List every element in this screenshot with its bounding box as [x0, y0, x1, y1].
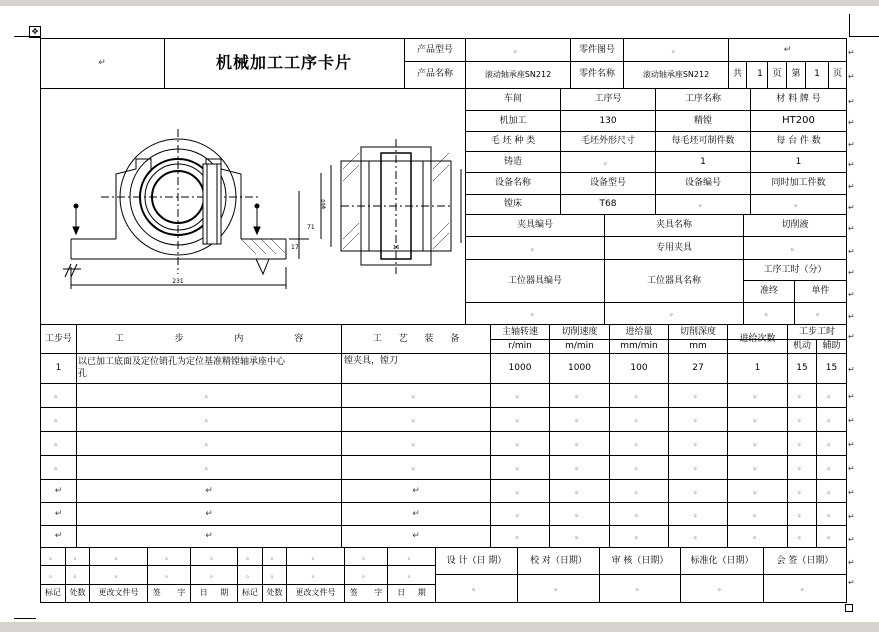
revision-cell[interactable]: 。	[73, 570, 82, 579]
step-1-passes[interactable]: 1	[754, 363, 761, 373]
aux-time-header: 辅助	[822, 341, 841, 351]
empty-step-cell[interactable]: 。	[634, 390, 644, 400]
empty-cell-mark: ↵	[98, 57, 106, 68]
cut-speed-unit: m/min	[565, 341, 594, 351]
margin-mark	[849, 36, 879, 37]
empty-step-cell[interactable]: ↵	[205, 485, 213, 496]
per-machine-label: 每 台 件 数	[776, 136, 821, 146]
empty-step-cell[interactable]: ↵	[54, 485, 63, 496]
fixture-name-label: 夹具名称	[655, 220, 692, 230]
empty-step-cell[interactable]: ↵	[54, 508, 63, 519]
row-end-marker: ↵	[848, 365, 855, 374]
station-tool-name-label: 工位器具名称	[646, 275, 701, 286]
page-no-unit: 页	[832, 69, 842, 79]
rev-date-label-2: 日 期	[397, 588, 426, 597]
cut-speed-header: 切削速度	[561, 326, 598, 337]
empty-step-cell[interactable]: 。	[797, 462, 807, 472]
row-end-marker: ↵	[848, 440, 855, 449]
rev-doc-label-2: 更改文件号	[295, 588, 336, 597]
revision-cell[interactable]: 。	[210, 570, 218, 579]
empty-step-cell[interactable]: 。	[752, 414, 762, 424]
design-value[interactable]: 。	[471, 583, 481, 593]
margin-mark	[849, 14, 850, 36]
empty-step-cell[interactable]: 。	[574, 462, 584, 472]
dim-base-text: 17	[291, 244, 299, 251]
dim-width-text: 231	[172, 278, 184, 285]
revision-cell[interactable]: 。	[362, 570, 370, 579]
empty-step-cell[interactable]: ↵	[412, 531, 420, 541]
fixture-no-label: 夹具编号	[516, 220, 553, 230]
empty-step-cell[interactable]: 。	[634, 508, 644, 519]
rev-date-label-1: 日 期	[199, 588, 229, 597]
revision-cell[interactable]: 。	[407, 570, 416, 579]
table-move-handle[interactable]: ✥	[29, 26, 41, 38]
step-1-no[interactable]: 1	[55, 363, 62, 373]
row-end-marker: ↵	[848, 332, 855, 341]
empty-step-cell[interactable]: 。	[826, 462, 836, 472]
process-hours-label: 工序工时（分）	[763, 264, 827, 275]
revision-cell[interactable]: 。	[246, 570, 254, 579]
empty-step-cell[interactable]: 。	[826, 390, 836, 400]
empty-step-cell[interactable]: 。	[411, 390, 421, 400]
unit-time-value[interactable]: 。	[815, 308, 825, 318]
simul-parts-label: 同时加工件数	[771, 178, 826, 188]
row-end-marker: ↵	[848, 48, 855, 57]
part-name-label: 零件名称	[578, 69, 615, 79]
empty-step-cell[interactable]: 。	[574, 531, 584, 541]
step-no-header: 工步号	[44, 333, 72, 344]
empty-step-cell[interactable]: 。	[204, 390, 214, 400]
process-no-value[interactable]: 130	[599, 115, 617, 126]
empty-step-cell[interactable]: 。	[204, 462, 214, 472]
step-1-equip[interactable]: 镗夹具，镗刀	[344, 355, 399, 366]
countersign-value[interactable]: 。	[800, 583, 810, 593]
row-end-marker: ↵	[848, 392, 855, 401]
empty-step-cell[interactable]: ↵	[54, 531, 63, 541]
page-no-value[interactable]: 1	[814, 69, 820, 79]
empty-step-cell[interactable]: 。	[752, 390, 762, 400]
empty-step-cell[interactable]: 。	[797, 531, 807, 541]
empty-step-cell[interactable]: 。	[693, 390, 703, 400]
prep-time-label: 准终	[759, 286, 778, 296]
equip-no-value[interactable]: 。	[698, 199, 708, 209]
margin-mark	[14, 618, 36, 619]
revision-cell[interactable]: 。	[246, 551, 254, 561]
total-pages-label: 共	[732, 69, 742, 79]
row-end-marker: ↵	[848, 118, 855, 127]
empty-step-cell[interactable]: 。	[515, 414, 525, 424]
revision-cell[interactable]: 。	[165, 570, 173, 579]
dim-center-text: 16	[393, 245, 400, 251]
empty-step-cell[interactable]: 。	[797, 508, 807, 519]
blank-size-value[interactable]: 。	[603, 156, 613, 167]
row-end-marker: ↵	[848, 535, 855, 544]
step-1-content-line1: 以已加工底面及定位销孔为定位基准精镗轴承座中心	[78, 357, 286, 367]
part-drawing-label: 零件图号	[578, 44, 615, 55]
equip-name-value[interactable]: 镗床	[503, 199, 522, 209]
empty-step-cell[interactable]: 。	[693, 508, 703, 519]
table-resize-handle[interactable]	[845, 604, 853, 612]
empty-step-cell[interactable]: 。	[411, 414, 421, 424]
empty-step-cell[interactable]: 。	[53, 414, 63, 424]
process-no-label: 工序号	[594, 94, 622, 104]
equip-model-label: 设备型号	[589, 178, 626, 188]
feed-unit: mm/min	[620, 341, 658, 351]
rev-place-label-2: 处数	[266, 588, 283, 597]
empty-step-cell[interactable]: 。	[752, 462, 762, 472]
product-name-label: 产品名称	[416, 69, 453, 79]
empty-step-cell[interactable]: 。	[515, 508, 525, 519]
empty-step-cell[interactable]: 。	[693, 438, 703, 448]
dim-height-text: 71	[307, 224, 315, 231]
rev-doc-label-1: 更改文件号	[98, 588, 139, 597]
machine-time-header: 机动	[792, 341, 811, 351]
empty-step-cell[interactable]: 。	[53, 462, 63, 472]
empty-step-cell[interactable]: 。	[515, 531, 525, 541]
empty-step-cell[interactable]: 。	[515, 438, 525, 448]
empty-step-cell[interactable]: ↵	[205, 531, 213, 541]
page-no-label: 第	[791, 69, 801, 79]
design-label: 设 计（日 期）	[446, 555, 507, 566]
empty-step-cell[interactable]: 。	[574, 485, 584, 496]
empty-step-cell[interactable]: 。	[826, 508, 836, 519]
empty-step-cell[interactable]: 。	[693, 414, 703, 424]
rev-mark-label-2: 标记	[242, 588, 258, 597]
step-hours-header: 工步工时	[798, 326, 835, 337]
station-tool-name-value[interactable]: 。	[669, 308, 679, 318]
process-name-value[interactable]: 精镗	[693, 115, 712, 126]
empty-step-cell[interactable]: 。	[574, 438, 584, 448]
material-label: 材 料 牌 号	[776, 94, 821, 104]
window-top-bar	[0, 0, 879, 6]
empty-step-cell[interactable]: 。	[574, 508, 584, 519]
empty-step-cell[interactable]: 。	[574, 414, 584, 424]
empty-step-cell[interactable]: 。	[515, 390, 525, 400]
empty-step-cell[interactable]: 。	[515, 462, 525, 472]
standard-label: 标准化（日期）	[690, 555, 754, 566]
equip-no-label: 设备编号	[684, 178, 721, 188]
spindle-speed-unit: r/min	[508, 341, 532, 351]
empty-step-cell[interactable]: 。	[634, 485, 644, 496]
row-end-marker: ↵	[848, 160, 855, 169]
dim-bore-text: φ60	[321, 199, 327, 209]
empty-step-cell[interactable]: 。	[797, 438, 807, 448]
empty-step-cell[interactable]: 。	[826, 438, 836, 448]
step-1-spindle[interactable]: 1000	[508, 363, 532, 373]
fixture-name-value[interactable]: 专用夹具	[655, 242, 692, 253]
station-tool-no-label: 工位器具编号	[507, 275, 562, 286]
empty-step-cell[interactable]: 。	[797, 414, 807, 424]
grid-line	[40, 602, 847, 603]
part-drawing-value[interactable]: 。	[671, 44, 681, 55]
blank-type-label: 毛 坯 种 类	[490, 136, 536, 146]
empty-step-cell[interactable]: 。	[634, 438, 644, 448]
row-end-marker: ↵	[848, 268, 855, 277]
cut-depth-unit: mm	[689, 341, 707, 351]
equip-name-label: 设备名称	[494, 178, 531, 188]
row-end-marker: ↵	[848, 247, 855, 256]
fixture-no-value[interactable]: 。	[530, 242, 540, 253]
row-end-marker: ↵	[848, 203, 855, 212]
empty-step-cell[interactable]: 。	[826, 414, 836, 424]
revision-cell[interactable]: 。	[49, 570, 57, 579]
row-end-marker: ↵	[848, 488, 855, 497]
row-end-marker: ↵	[848, 312, 855, 321]
step-1-machine[interactable]: 15	[796, 363, 808, 373]
margin-mark	[14, 36, 40, 37]
horizontal-scrollbar[interactable]	[0, 622, 879, 632]
empty-step-cell[interactable]: 。	[411, 462, 421, 472]
revision-cell[interactable]: 。	[311, 551, 320, 561]
empty-step-cell[interactable]: ↵	[412, 508, 420, 519]
grid-line	[846, 38, 847, 603]
review-label: 审 核（日期）	[611, 555, 669, 566]
step-1-aux[interactable]: 15	[825, 363, 838, 373]
empty-step-cell[interactable]: 。	[826, 531, 836, 541]
simul-parts-value[interactable]: 。	[793, 199, 803, 209]
empty-step-cell[interactable]: 。	[634, 462, 644, 472]
standard-value[interactable]: 。	[717, 583, 727, 593]
revision-cell[interactable]: 。	[114, 570, 123, 579]
row-end-marker: ↵	[848, 512, 855, 521]
check-value[interactable]: 。	[553, 583, 563, 593]
review-value[interactable]: 。	[635, 583, 645, 593]
total-pages-value[interactable]: 1	[757, 69, 763, 79]
per-machine-value[interactable]: 1	[795, 156, 802, 167]
empty-step-cell[interactable]: 。	[53, 390, 63, 400]
material-value[interactable]: HT200	[782, 115, 815, 126]
card-title: 机械加工工序卡片	[215, 53, 352, 72]
empty-step-cell[interactable]: 。	[797, 485, 807, 496]
row-end-marker: ↵	[848, 290, 855, 299]
step-1-speed[interactable]: 1000	[568, 363, 591, 373]
empty-step-cell[interactable]: 。	[634, 414, 644, 424]
spindle-speed-header: 主轴转速	[501, 326, 538, 337]
rev-mark-label-1: 标记	[45, 588, 61, 597]
per-blank-label: 每毛坯可制件数	[671, 136, 735, 146]
per-blank-value[interactable]: 1	[700, 156, 706, 167]
empty-step-cell[interactable]: 。	[204, 414, 214, 424]
empty-step-cell[interactable]: 。	[515, 485, 525, 496]
step-1-depth[interactable]: 27	[692, 363, 704, 373]
equip-model-value[interactable]: T68	[599, 199, 617, 209]
front-view	[63, 129, 309, 289]
countersign-label: 会 签（日期）	[776, 555, 834, 566]
empty-step-cell[interactable]: 。	[693, 531, 703, 541]
prep-time-value[interactable]: 。	[764, 308, 774, 318]
blank-type-value[interactable]: 铸造	[503, 156, 522, 167]
process-equip-header: 工 艺 装 备	[372, 333, 460, 344]
product-model-label: 产品型号	[416, 44, 453, 55]
empty-step-cell[interactable]: ↵	[412, 485, 420, 496]
feed-header: 进给量	[625, 326, 653, 337]
empty-step-cell[interactable]: 。	[693, 485, 703, 496]
workshop-value[interactable]: 机加工	[499, 115, 527, 126]
part-name-value[interactable]: 滚动轴承座SN212	[642, 69, 710, 79]
row-end-marker: ↵	[848, 224, 855, 233]
step-1-feed[interactable]: 100	[630, 363, 648, 373]
total-pages-unit: 页	[772, 69, 782, 79]
revision-cell[interactable]: 。	[270, 570, 279, 579]
row-end-marker: ↵	[848, 140, 855, 149]
row-end-marker: ↵	[848, 578, 855, 587]
revision-cell[interactable]: 。	[270, 551, 279, 561]
step-1-content-line2: 孔	[78, 369, 88, 379]
empty-cell-mark: ↵	[783, 44, 792, 55]
product-name-value[interactable]: 滚动轴承座SN212	[484, 69, 552, 79]
bearing-housing-drawing	[41, 89, 464, 324]
empty-step-cell[interactable]: ↵	[205, 508, 213, 519]
empty-step-cell[interactable]: 。	[752, 508, 762, 519]
revision-cell[interactable]: 。	[210, 551, 218, 561]
row-end-marker: ↵	[848, 97, 855, 106]
empty-step-cell[interactable]: 。	[574, 390, 584, 400]
empty-step-cell[interactable]: 。	[634, 531, 644, 541]
section-view	[321, 139, 461, 274]
row-end-marker: ↵	[848, 464, 855, 473]
cut-depth-header: 切削深度	[679, 326, 716, 337]
coolant-label: 切削液	[781, 220, 809, 230]
check-label: 校 对（日期）	[530, 555, 587, 566]
step-content-header: 工 步 内 容	[114, 333, 304, 344]
station-tool-no-value[interactable]: 。	[530, 308, 540, 318]
empty-step-cell[interactable]: 。	[752, 438, 762, 448]
empty-step-cell[interactable]: 。	[752, 531, 762, 541]
row-end-marker: ↵	[848, 182, 855, 191]
revision-cell[interactable]: 。	[114, 551, 123, 561]
unit-time-label: 单件	[811, 286, 830, 296]
rev-sign-label-2: 签 字	[349, 588, 383, 597]
row-end-marker: ↵	[848, 416, 855, 425]
process-name-label: 工序名称	[684, 94, 721, 104]
revision-cell[interactable]: 。	[49, 551, 57, 561]
empty-step-cell[interactable]: 。	[693, 462, 703, 472]
empty-step-cell[interactable]: 。	[826, 485, 836, 496]
revision-cell[interactable]: 。	[311, 570, 320, 579]
passes-header: 进给次数	[739, 333, 776, 344]
empty-step-cell[interactable]: 。	[53, 438, 63, 448]
blank-size-label: 毛坯外形尺寸	[580, 136, 635, 146]
rev-sign-label-1: 签 字	[152, 588, 186, 597]
revision-cell[interactable]: 。	[362, 551, 370, 561]
revision-cell[interactable]: 。	[407, 551, 416, 561]
coolant-value[interactable]: 。	[790, 242, 800, 253]
grid-line	[746, 61, 747, 89]
step-1-content[interactable]	[78, 356, 378, 382]
row-end-marker: ↵	[848, 72, 855, 81]
empty-step-cell[interactable]: 。	[411, 438, 421, 448]
revision-cell[interactable]: 。	[165, 551, 173, 561]
empty-step-cell[interactable]: 。	[204, 438, 214, 448]
rev-place-label-1: 处数	[69, 588, 86, 597]
empty-step-cell[interactable]: 。	[752, 485, 762, 496]
empty-step-cell[interactable]: 。	[797, 390, 807, 400]
product-model-value[interactable]: 。	[513, 44, 523, 55]
row-end-marker: ↵	[848, 558, 855, 567]
revision-cell[interactable]: 。	[73, 551, 82, 561]
workshop-label: 车间	[503, 94, 522, 104]
